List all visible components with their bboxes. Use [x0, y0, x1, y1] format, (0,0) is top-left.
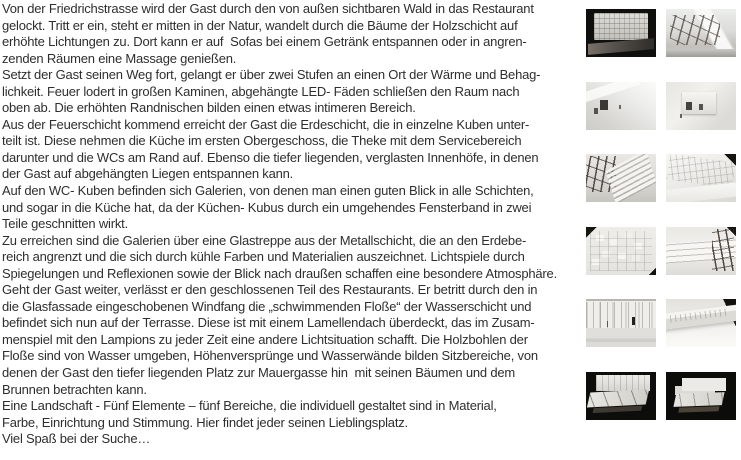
- model-photo-7: [586, 227, 656, 275]
- text-line: Aus der Feuerschicht kommend erreicht der Gast die Erdeschicht, die in einzelne Kuben unter-: [2, 116, 530, 132]
- text-line: und sogar in die Küche hat, da der Küchen- Kubus durch ein umgehendes Fensterband in zwei: [2, 199, 532, 215]
- text-line: die Glasfassade eingeschobenen Windfang die „schwimmenden Floße“ der Wasserschicht und: [2, 298, 532, 314]
- text-line: erhöhte Lichtungen zu. Dort kann er auf Sofas bei einem Getränk entspannen oder in angren-: [2, 34, 527, 50]
- text-line: Von der Friedrichstrasse wird der Gast durch den von außen sichtbaren Wald in das Restaurant: [2, 1, 534, 16]
- text-line: menspiel mit den Lampions zu jeder Zeit eine andere Lichtsituation schafft. Die Holzbohlen der: [2, 331, 528, 347]
- model-photo-1: [586, 9, 656, 57]
- text-line: Viel Spaß bei der Suche…: [2, 431, 151, 447]
- text-line: Eine Landschaft - Fünf Elemente – fünf Bereiche, die individuell gestaltet sind in Material,: [2, 398, 497, 414]
- text-line: lichkeit. Feuer lodert in großen Kaminen, abgehängte LED- Fäden schließen den Raum nach: [2, 83, 520, 99]
- text-line: Geht der Gast weiter, verlässt er den geschlossenen Teil des Restaurants. Er betritt durch den in: [2, 282, 538, 298]
- model-photo-8: [666, 227, 736, 275]
- model-photo-3: [586, 82, 656, 130]
- model-photo-9: [586, 299, 656, 347]
- text-line: denen der Gast den tiefer liegenden Platz zur Mauergasse hin mit seinen Bäumen und dem: [2, 365, 516, 381]
- model-photo-12: [666, 372, 736, 420]
- text-line: zenden Räumen eine Massage genießen.: [2, 50, 237, 66]
- text-line: Spiegelungen und Reflexionen sowie der Blick nach draußen schaffen eine besondere Atmosphäre.: [2, 265, 557, 281]
- text-line: oben ab. Die erhöhten Randnischen bilden einen etwas intimeren Bereich.: [2, 100, 416, 116]
- text-line: Setzt der Gast seinen Weg fort, gelangt er über zwei Stufen an einen Ort der Wärme und Behag-: [2, 67, 541, 83]
- model-photo-2: [666, 9, 736, 57]
- text-line: Farbe, Einrichtung und Stimmung. Hier findet jeder seinen Lieblingsplatz.: [2, 414, 408, 430]
- text-line: Floße sind von Wasser umgeben, Höhenversprünge und Wasserwände bilden Sitzbereiche, von: [2, 348, 538, 364]
- model-photo-5: [586, 154, 656, 202]
- body-text: [2, 1, 592, 448]
- text-line: Teile geschnitten wirkt.: [2, 216, 128, 232]
- model-photo-grid: [586, 9, 736, 420]
- model-photo-11: [586, 372, 656, 420]
- text-line: der Gast auf abgehängten Liegen entspannen kann.: [2, 166, 294, 182]
- text-line: teilt ist. Diese nehmen die Küche im ersten Obergeschoss, die Theke mit dem Servicebereich: [2, 133, 522, 149]
- model-photo-6: [666, 154, 736, 202]
- text-line: Auf den WC- Kuben befinden sich Galerien, von denen man einen guten Blick in alle Schichten,: [2, 183, 534, 199]
- text-line: Brunnen betrachten kann.: [2, 381, 147, 397]
- model-photo-4: [666, 82, 736, 130]
- model-photo-10: [666, 299, 736, 347]
- text-line: gelockt. Tritt er ein, steht er mitten in der Natur, wandelt durch die Bäume der Holzschicht auf: [2, 17, 518, 33]
- text-line: Zu erreichen sind die Galerien über eine Glastreppe aus der Metallschicht, die an den Erdebe-: [2, 232, 527, 248]
- text-line: darunter und die WCs am Rand auf. Ebenso die tiefer liegenden, verglasten Innenhöfe, in denen: [2, 149, 539, 165]
- text-line: befindet sich nun auf der Terrasse. Diese ist mit einem Lamellendach überdeckt, das im Zusam-: [2, 315, 535, 331]
- text-line: reich angrenzt und die sich durch kühle Farben und Materialien auszeichnet. Lichtspiele durch: [2, 249, 525, 265]
